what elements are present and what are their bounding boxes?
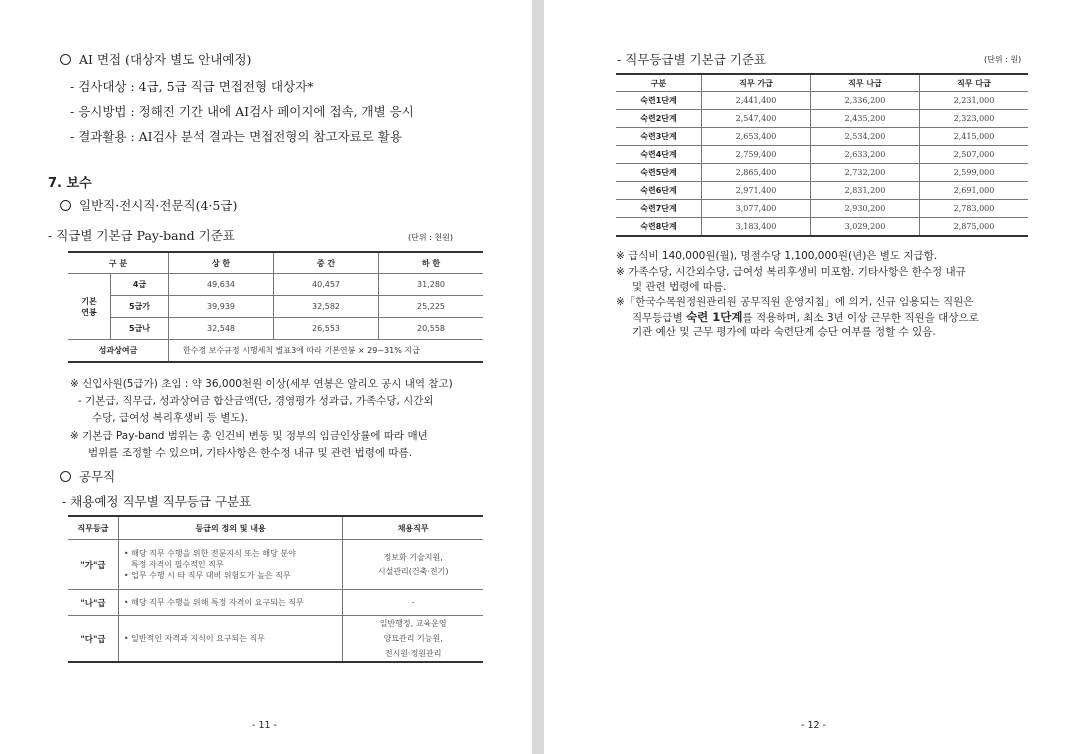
step-header: 직무 가급 [702,74,811,92]
grade-name: "가"급 [68,540,118,590]
grade-header: 직무등급 [68,516,118,540]
mid-cell: 26,553 [274,318,379,340]
payband-unit: (단위 : 천원) [408,233,453,242]
table-row [68,274,483,296]
grade-desc: • 일반적인 자격과 지식이 요구되는 직무 [118,616,342,663]
mid-cell: 32,582 [274,296,379,318]
circle-bullet-icon [60,200,71,211]
note: 범위를 조정할 수 있으며, 기타사항은 한수정 내규 및 관련 법령에 따름. [88,447,413,459]
lower-cell: 25,225 [379,296,484,318]
table-row [68,540,483,590]
grade-header: 채용직무 [343,516,483,540]
step-salary-table [616,73,1028,237]
grade-desc: • 해당 직무 수행을 위한 전문지식 또는 해당 분야 특정 자격이 필수적인 직무 • 업무 수행 시 타 직무 대비 위험도가 높은 직무 [118,540,342,590]
table-row: 숙련7단계 3,077,400 2,930,200 2,783,000 [616,200,1028,218]
section-title: 7. 보수 [48,176,92,191]
grade-table-title: - 채용예정 직무별 직무등급 구분표 [62,494,252,509]
grade-desc: • 해당 직무 수행을 위해 특정 자격이 요구되는 직무 [118,590,342,616]
ai-item: - 검사대상 : 4급, 5급 직급 면접전형 대상자* [70,79,314,94]
table-row [68,318,483,340]
bonus-label: 성과상여금 [68,340,169,363]
table-row: 숙련4단계 2,759,400 2,633,200 2,507,000 [616,146,1028,164]
table-row: 숙련2단계 2,547,400 2,435,200 2,323,000 [616,110,1028,128]
grade-cell: 5급가 [111,296,169,318]
general-heading: 일반직·전시직·전문직(4·5급) [60,196,237,214]
grade-name: "다"급 [68,616,118,663]
payband-title: - 직급별 기본급 Pay-band 기준표 [48,228,235,243]
emphasis-text: 숙련 1단계 [686,310,743,324]
table-row [68,296,483,318]
table-row: 숙련6단계 2,971,400 2,831,200 2,691,000 [616,182,1028,200]
note: 직무등급별 숙련 1단계를 적용하며, 최소 3년 이상 근무한 직원을 대상으로 [632,310,979,324]
note: ※ 가족수당, 시간외수당, 급여성 복리후생비 미포함. 기타사항은 한수정 내규 [616,266,966,278]
step-header: 구분 [616,74,702,92]
step-table-title: - 직무등급별 기본급 기준표 [617,52,766,67]
note: 및 관련 법령에 따름. [632,281,727,293]
lower-cell: 20,558 [379,318,484,340]
step-header: 직무 다급 [920,74,1029,92]
grade-jobs: 일반행정, 교육운영 양묘관리 기능원, 전시원·정원관리 [343,616,483,663]
ai-item: - 결과활용 : AI검사 분석 결과는 면접전형의 참고자료로 활용 [70,129,402,144]
page-11 [0,0,532,754]
table-row: 숙련8단계 3,183,400 3,029,200 2,875,000 [616,218,1028,237]
note: ※「한국수목원정원관리원 공무직원 운영지침」에 의거, 신규 임용되는 직원은 [616,296,974,308]
table-row: 숙련3단계 2,653,400 2,534,200 2,415,000 [616,128,1028,146]
table-row [68,340,483,363]
grade-jobs: - [343,590,483,616]
ai-item: - 응시방법 : 정해진 기간 내에 AI검사 페이지에 접속, 개별 응시 [70,104,414,119]
payband-table [68,251,483,363]
grade-jobs: 정보화 기술지원, 시설관리(건축·전기) [343,540,483,590]
note: - 기본급, 직무급, 성과상여금 합산금액(단, 경영평가 성과급, 가족수당, 시간외 [78,395,434,407]
note: ※ 신입사원(5급가) 초임 : 약 36,000천원 이상(세부 연봉은 알리오 공시 내역 참고) [70,378,453,390]
step-table-unit: (단위 : 원) [984,55,1022,64]
note: ※ 급식비 140,000원(월), 명절수당 1,100,000원(년)은 별도 지급함. [616,250,938,262]
page-12 [544,0,1081,754]
circle-bullet-icon [60,471,71,482]
note: ※ 기본급 Pay-band 범위는 총 인건비 변동 및 정부의 임금인상률에 따라 매년 [70,430,428,442]
lower-cell: 31,280 [379,274,484,296]
table-row [68,616,483,663]
upper-cell: 49,634 [169,274,274,296]
note: 수당, 급여성 복리후생비 등 별도). [92,412,248,424]
table-row [68,590,483,616]
civil-heading: 공무직 [60,467,115,485]
group-label: 기본 연봉 [68,274,111,340]
bonus-text: 한수정 보수규정 시행세칙 별표3에 따라 기본연봉 × 29~31% 지급 [169,340,484,363]
grade-name: "나"급 [68,590,118,616]
table-row: 숙련1단계 2,441,400 2,336,200 2,231,000 [616,92,1028,110]
circle-bullet-icon [60,54,71,65]
payband-header: 구 분 [68,252,169,274]
upper-cell: 32,548 [169,318,274,340]
table-row: 숙련5단계 2,865,400 2,732,200 2,599,000 [616,164,1028,182]
grade-header: 등급의 정의 및 내용 [118,516,342,540]
ai-interview-heading: AI 면접 (대상자 별도 안내예정) [60,50,251,68]
job-grade-table [68,515,483,663]
step-header: 직무 나급 [811,74,920,92]
payband-header: 중 간 [274,252,379,274]
page-number: - 11 - [252,720,277,731]
grade-cell: 4급 [111,274,169,296]
upper-cell: 39,939 [169,296,274,318]
payband-header: 상 한 [169,252,274,274]
mid-cell: 40,457 [274,274,379,296]
payband-header: 하 한 [379,252,484,274]
note: 기관 예산 및 근무 평가에 따라 숙련단계 승단 여부를 정할 수 있음. [632,326,936,338]
grade-cell: 5급나 [111,318,169,340]
page-number: - 12 - [801,720,826,731]
